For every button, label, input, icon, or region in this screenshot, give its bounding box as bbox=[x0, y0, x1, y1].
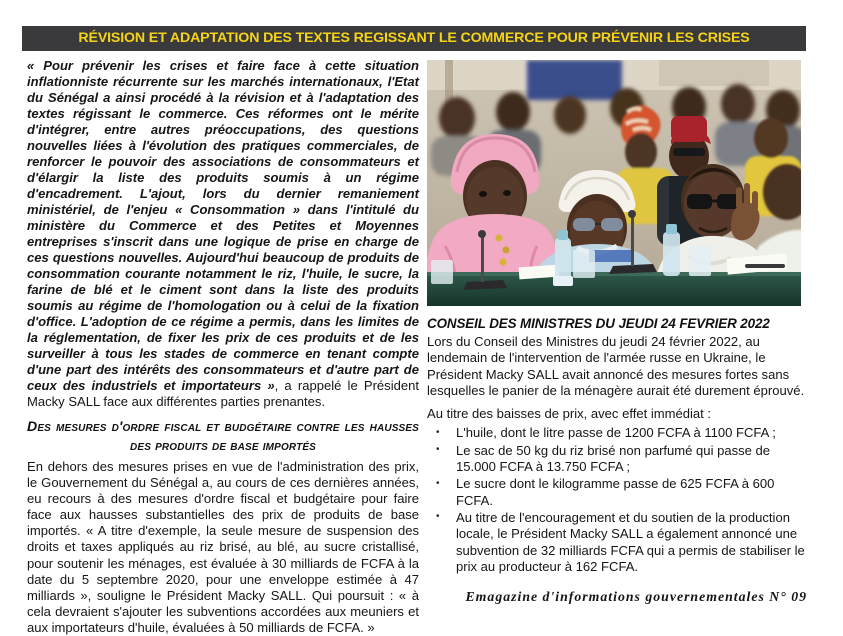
left-column bbox=[27, 58, 419, 636]
council-of-ministers-photo bbox=[427, 60, 801, 306]
article-title: RÉVISION ET ADAPTATION DES TEXTES REGISSANT LE COMMERCE POUR PRÉVENIR LES CRISES bbox=[78, 30, 750, 46]
section-subheading: Des mesures d'ordre fiscal et budgétaire contre les hausses des produits de base importés bbox=[27, 418, 419, 453]
left-body-paragraph: En dehors des mesures prises en vue de l'administration des prix, le Gouvernement du Sénégal a, au cours de ces dernières années, eu recours à des mesures d'ordre fiscal et budgétaire pour faire face aux hausses substantielles des prix de produits de base importés. « A titre d'exemple, la seule mesure de suspension des droits et taxes appliqués au riz brisé, au blé, au sucre cristallisé, pour soutenir les ménages, est évaluée à 30 milliards de FCFA à la date du 5 septembre 2020, pour une enveloppe estimée à 47 milliards », souligne le Président Macky SALL. Qui poursuit : « à cela devraient s'ajouter les subventions accordées aux meuniers et aux importateurs d'huile, évaluées à 50 milliards de FCFA. » bbox=[27, 459, 419, 635]
list-lead-in: Au titre des baisses de prix, avec effet immédiat : bbox=[427, 406, 712, 422]
opening-quote-paragraph bbox=[27, 58, 419, 410]
list-item: • Le sucre dont le kilogramme passe de 625 FCFA à 600 FCFA. bbox=[427, 476, 807, 509]
price-measures-list bbox=[427, 425, 807, 575]
article-header-banner bbox=[22, 26, 806, 51]
opening-quote-italic: « Pour prévenir les crises et faire face à cette situation inflationniste récurrente sur les marchés internationaux, l'Etat du Sénégal a ainsi procédé à la révision et à l'adaptation des textes régissant le commerce. Ces réformes ont le mérite d'intégrer, entre autres préoccupations, des questions nouvelles liées à l'évolution des pratiques commerciales, de renforcer le pouvoir des associations de consommateurs et d'élargir la liste des produits soumis à un régime d'encadrement. L'ajout, lors du dernier remaniement ministériel, de l'enjeu « Consommation » dans l'intitulé du ministère du Commerce et des Petites et Moyennes entreprises s'inscrit dans une logique de prise en charge de ces questions nouvelles. Aujourd'hui beaucoup de produits de consommation courante notamment le riz, l'huile, le sucre, la farine de blé et le ciment sont dans la liste des produits soumis au régime de l'homologation ou à celui de la fixation d'office. L'adoption de ce régime a permis, dans les limites de la réglementation, de fixer les prix de ces produits et de les surveiller à tous les stades de commerce en tenant compte d'une part des intérêts des consommateurs et d'autre part de ceux des industriels et importateurs » bbox=[27, 58, 419, 393]
photo-caption: CONSEIL DES MINISTRES DU JEUDI 24 FEVRIER 2022 bbox=[427, 316, 770, 331]
list-item: • Le sac de 50 kg du riz brisé non parfumé qui passe de 15.000 FCFA à 13.750 FCFA ; bbox=[427, 443, 807, 476]
right-intro-paragraph: Lors du Conseil des Ministres du jeudi 24 février 2022, au lendemain de l'intervention de l'armée russe en Ukraine, le Président Macky SALL avait annoncé des mesures fortes sans lesquelles le panier de la ménagère aurait été durement éprouvé. bbox=[427, 334, 805, 398]
magazine-footer: Emagazine d'informations gouvernementales N° 09 bbox=[465, 589, 807, 605]
right-column bbox=[427, 60, 807, 605]
opening-quote-attribution: , a rappelé le Président Macky SALL face aux différentes parties prenantes. bbox=[27, 378, 419, 409]
list-item: • L'huile, dont le litre passe de 1200 FCFA à 1100 FCFA ; bbox=[427, 425, 807, 441]
list-item: • Au titre de l'encouragement et du soutien de la production locale, le Président Macky SALL a également annoncé une subvention de 32 milliards FCFA qui a permis de stabiliser le prix au producteur à 162 FCFA. bbox=[427, 510, 807, 575]
